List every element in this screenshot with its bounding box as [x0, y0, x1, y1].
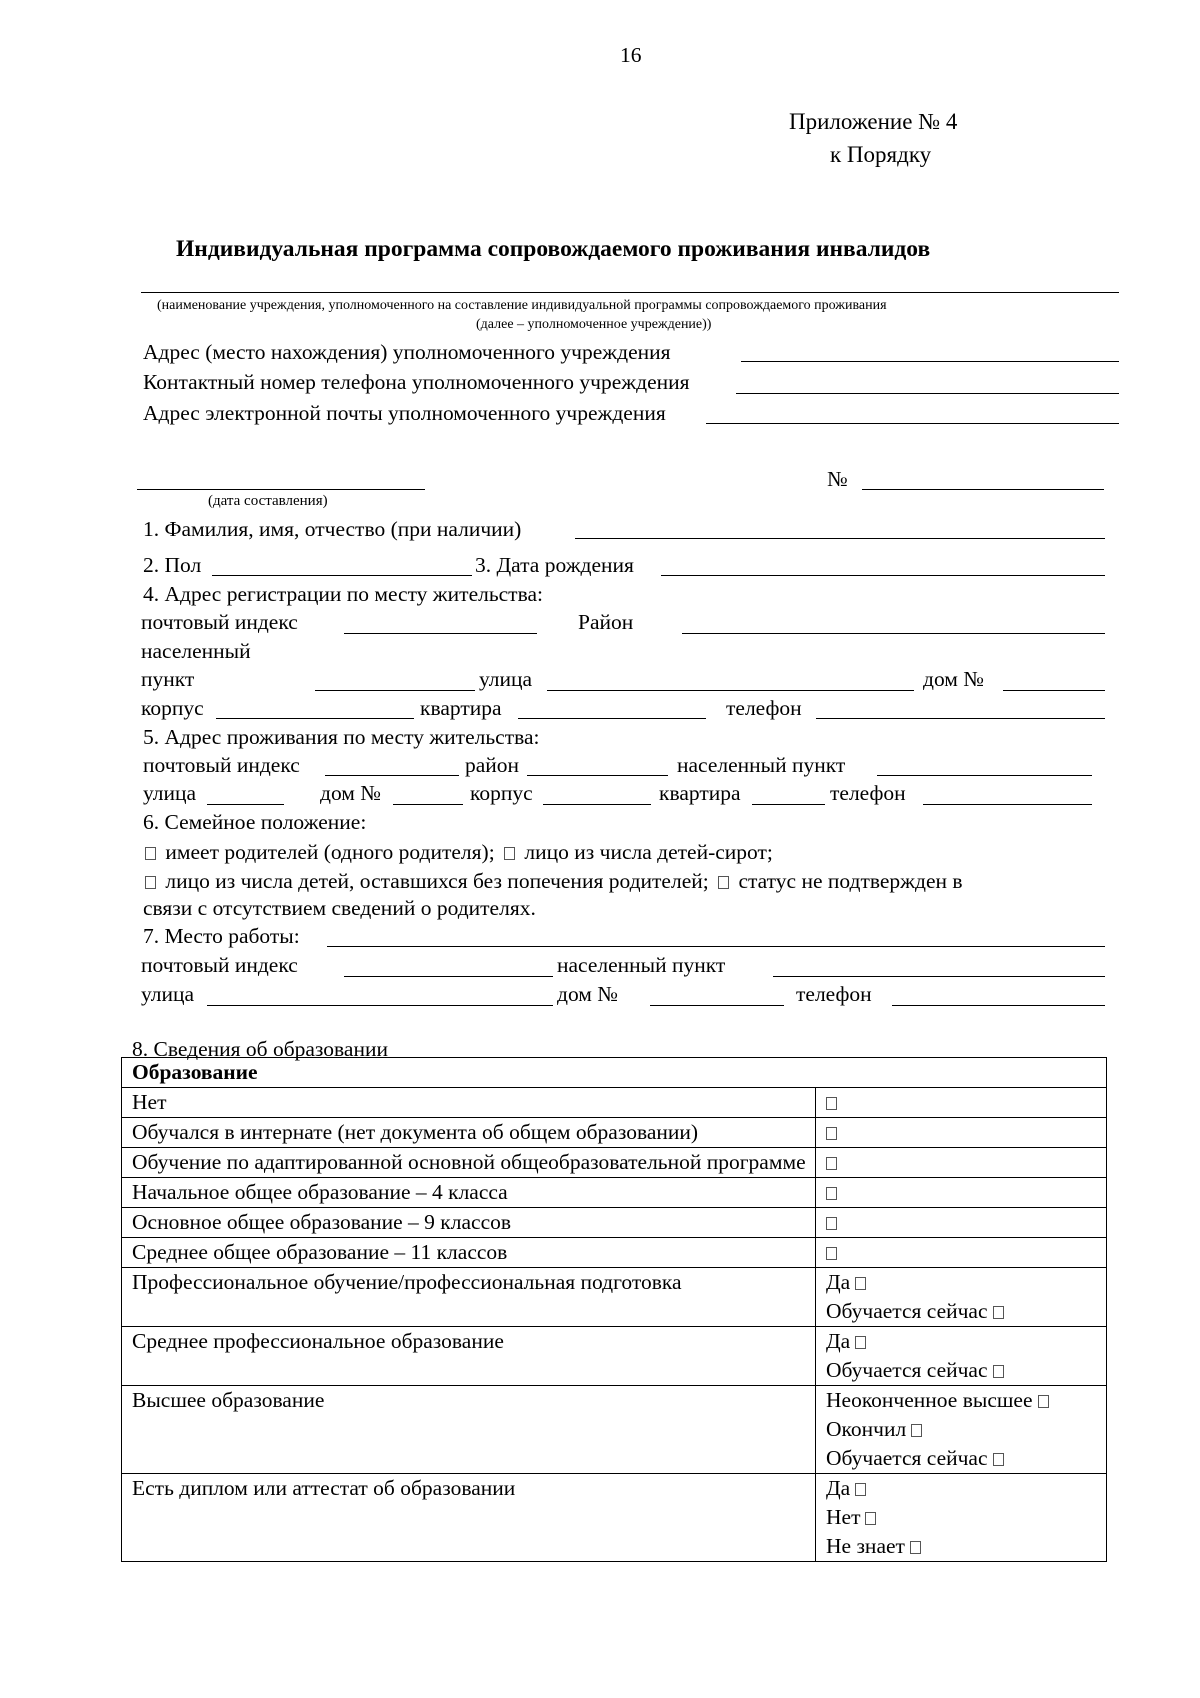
reg-locality-label-a: населенный — [141, 639, 251, 663]
checkbox-icon[interactable] — [826, 1187, 837, 1200]
live-postal-label: почтовый индекс — [143, 753, 300, 777]
education-option[interactable] — [826, 1503, 1106, 1532]
education-option-label: Обучается сейчас — [826, 1358, 988, 1382]
gender-line[interactable] — [212, 575, 472, 576]
reg-house-line[interactable] — [1003, 690, 1105, 691]
education-option-label: Неоконченное высшее — [826, 1388, 1033, 1412]
reg-street-label: улица — [479, 667, 533, 691]
checkbox-icon[interactable] — [855, 1336, 866, 1349]
work-postal-line[interactable] — [344, 976, 553, 977]
work-line[interactable] — [327, 946, 1105, 947]
education-option-label: Обучается сейчас — [826, 1299, 988, 1323]
org-email-line[interactable] — [706, 423, 1119, 424]
education-label: Обучение по адаптированной основной общеобразовательной программе — [122, 1148, 816, 1178]
education-option[interactable] — [826, 1208, 1106, 1237]
work-house-line[interactable] — [650, 1005, 784, 1006]
education-options — [816, 1208, 1107, 1238]
table-row — [122, 1208, 1107, 1238]
live-district-label: район — [465, 753, 520, 777]
education-options — [816, 1238, 1107, 1268]
table-header: Образование — [122, 1058, 1107, 1088]
live-house-line[interactable] — [393, 804, 463, 805]
family-opt-unconfirmed-cont: связи с отсутствием сведений о родителях. — [143, 896, 536, 920]
checkbox-icon[interactable] — [718, 876, 729, 889]
live-street-line[interactable] — [207, 804, 284, 805]
education-label: Начальное общее образование – 4 класса — [122, 1178, 816, 1208]
checkbox-icon[interactable] — [826, 1097, 837, 1110]
checkbox-icon[interactable] — [504, 847, 515, 860]
table-row — [122, 1474, 1107, 1562]
live-building-line[interactable] — [543, 804, 651, 805]
education-option[interactable] — [826, 1118, 1106, 1147]
family-row-1 — [141, 839, 773, 865]
live-street-label: улица — [143, 781, 197, 805]
reg-street-line[interactable] — [547, 690, 914, 691]
education-option[interactable] — [826, 1327, 1106, 1356]
reg-locality-line[interactable] — [315, 690, 475, 691]
appendix-line2: к Порядку — [830, 142, 932, 167]
education-option[interactable] — [826, 1088, 1106, 1117]
reg-phone-label: телефон — [726, 696, 802, 720]
document-title: Индивидуальная программа сопровождаемого проживания инвалидов — [176, 236, 931, 262]
education-label: Нет — [122, 1088, 816, 1118]
checkbox-icon[interactable] — [855, 1277, 866, 1290]
education-option-label: Да — [826, 1476, 851, 1500]
reg-district-label: Район — [578, 610, 634, 634]
table-row — [122, 1178, 1107, 1208]
live-apartment-label: квартира — [659, 781, 741, 805]
number-label: № — [827, 467, 848, 491]
education-option[interactable] — [826, 1178, 1106, 1207]
live-apartment-line[interactable] — [752, 804, 825, 805]
work-phone-label: телефон — [796, 982, 872, 1006]
live-phone-label: телефон — [830, 781, 906, 805]
checkbox-icon[interactable] — [911, 1424, 922, 1437]
checkbox-icon[interactable] — [145, 876, 156, 889]
checkbox-icon[interactable] — [865, 1512, 876, 1525]
reg-house-label: дом № — [923, 667, 984, 691]
table-row — [122, 1386, 1107, 1474]
education-options — [816, 1148, 1107, 1178]
education-table — [121, 1057, 1107, 1562]
reg-locality-label-b: пункт — [141, 667, 195, 691]
checkbox-icon[interactable] — [855, 1483, 866, 1496]
education-label: Профессиональное обучение/профессиональная подготовка — [122, 1268, 816, 1327]
education-option[interactable] — [826, 1474, 1106, 1503]
live-locality-label: населенный пункт — [677, 753, 846, 777]
family-opt-parents: имеет родителей (одного родителя); — [165, 840, 495, 864]
checkbox-icon[interactable] — [826, 1157, 837, 1170]
work-postal-label: почтовый индекс — [141, 953, 298, 977]
table-row — [122, 1327, 1107, 1386]
education-option-label: Нет — [826, 1505, 861, 1529]
org-phone-line[interactable] — [736, 393, 1119, 394]
family-row-2 — [141, 868, 963, 894]
education-option[interactable] — [826, 1386, 1106, 1415]
education-option[interactable] — [826, 1532, 1106, 1561]
work-street-label: улица — [141, 982, 195, 1006]
education-options — [816, 1268, 1107, 1327]
checkbox-icon[interactable] — [1038, 1395, 1049, 1408]
date-line[interactable] — [137, 489, 425, 490]
date-caption: (дата составления) — [208, 493, 328, 509]
birthdate-label: 3. Дата рождения — [475, 553, 634, 577]
education-option[interactable] — [826, 1238, 1106, 1267]
reg-apartment-line[interactable] — [518, 718, 706, 719]
family-opt-unconfirmed: статус не подтвержден в — [738, 869, 963, 893]
education-label: Среднее профессиональное образование — [122, 1327, 816, 1386]
education-options — [816, 1386, 1107, 1474]
education-option[interactable] — [826, 1268, 1106, 1297]
family-opt-orphans: лицо из числа детей-сирот; — [524, 840, 773, 864]
education-option[interactable] — [826, 1356, 1106, 1385]
work-street-line[interactable] — [207, 1005, 553, 1006]
reg-building-line[interactable] — [216, 718, 414, 719]
number-line[interactable] — [862, 489, 1104, 490]
education-options — [816, 1118, 1107, 1148]
page-number: 16 — [620, 43, 642, 67]
table-header-row — [122, 1058, 1107, 1088]
reg-address-heading: 4. Адрес регистрации по месту жительства: — [143, 582, 543, 606]
live-building-label: корпус — [470, 781, 533, 805]
table-row — [122, 1088, 1107, 1118]
education-options — [816, 1327, 1107, 1386]
table-row — [122, 1238, 1107, 1268]
fio-line[interactable] — [575, 538, 1105, 539]
education-option-label: Обучается сейчас — [826, 1446, 988, 1470]
family-status-heading: 6. Семейное положение: — [143, 810, 367, 834]
reg-building-label: корпус — [141, 696, 204, 720]
checkbox-icon[interactable] — [145, 847, 156, 860]
education-label: Основное общее образование – 9 классов — [122, 1208, 816, 1238]
education-option-label: Окончил — [826, 1417, 907, 1441]
checkbox-icon[interactable] — [826, 1127, 837, 1140]
birthdate-line[interactable] — [661, 575, 1105, 576]
education-label: Среднее общее образование – 11 классов — [122, 1238, 816, 1268]
work-heading: 7. Место работы: — [143, 924, 300, 948]
education-option[interactable] — [826, 1444, 1106, 1473]
org-name-line[interactable] — [141, 292, 1119, 293]
education-options — [816, 1088, 1107, 1118]
education-options — [816, 1178, 1107, 1208]
gender-label: 2. Пол — [143, 553, 202, 577]
appendix-line1: Приложение № 4 — [789, 109, 958, 134]
reg-postal-label: почтовый индекс — [141, 610, 298, 634]
org-caption-2: (далее – уполномоченное учреждение)) — [476, 317, 712, 332]
checkbox-icon[interactable] — [993, 1365, 1004, 1378]
live-phone-line[interactable] — [923, 804, 1092, 805]
org-caption-1: (наименование учреждения, уполномоченного на составление индивидуальной программы сопровождаемого проживания — [157, 298, 887, 313]
education-label: Высшее образование — [122, 1386, 816, 1474]
live-house-label: дом № — [320, 781, 381, 805]
education-option-label: Да — [826, 1270, 851, 1294]
live-locality-line[interactable] — [877, 775, 1092, 776]
checkbox-icon[interactable] — [993, 1306, 1004, 1319]
org-address-label: Адрес (место нахождения) уполномоченного учреждения — [143, 340, 671, 364]
live-address-heading: 5. Адрес проживания по месту жительства: — [143, 725, 540, 749]
table-row — [122, 1268, 1107, 1327]
work-locality-line[interactable] — [773, 976, 1105, 977]
education-option[interactable] — [826, 1297, 1106, 1326]
education-label: Обучался в интернате (нет документа об общем образовании) — [122, 1118, 816, 1148]
live-postal-line[interactable] — [325, 775, 459, 776]
org-phone-label: Контактный номер телефона уполномоченного учреждения — [143, 370, 690, 394]
fio-label: 1. Фамилия, имя, отчество (при наличии) — [143, 517, 522, 541]
family-opt-no-care: лицо из числа детей, оставшихся без попечения родителей; — [165, 869, 709, 893]
org-address-line[interactable] — [741, 361, 1119, 362]
reg-phone-line[interactable] — [816, 718, 1105, 719]
education-option-label: Да — [826, 1329, 851, 1353]
education-option-label: Не знает — [826, 1534, 905, 1558]
reg-postal-line[interactable] — [344, 633, 537, 634]
education-option[interactable] — [826, 1415, 1106, 1444]
checkbox-icon[interactable] — [993, 1453, 1004, 1466]
checkbox-icon[interactable] — [826, 1217, 837, 1230]
reg-apartment-label: квартира — [420, 696, 502, 720]
table-row — [122, 1118, 1107, 1148]
education-heading: 8. Сведения об образовании — [132, 1037, 388, 1061]
live-district-line[interactable] — [527, 775, 668, 776]
work-phone-line[interactable] — [892, 1005, 1105, 1006]
education-label: Есть диплом или аттестат об образовании — [122, 1474, 816, 1562]
org-email-label: Адрес электронной почты уполномоченного учреждения — [143, 401, 666, 425]
work-locality-label: населенный пункт — [557, 953, 726, 977]
checkbox-icon[interactable] — [826, 1247, 837, 1260]
table-row — [122, 1148, 1107, 1178]
education-options — [816, 1474, 1107, 1562]
work-house-label: дом № — [557, 982, 618, 1006]
checkbox-icon[interactable] — [910, 1541, 921, 1554]
education-option[interactable] — [826, 1148, 1106, 1177]
reg-district-line[interactable] — [682, 633, 1105, 634]
